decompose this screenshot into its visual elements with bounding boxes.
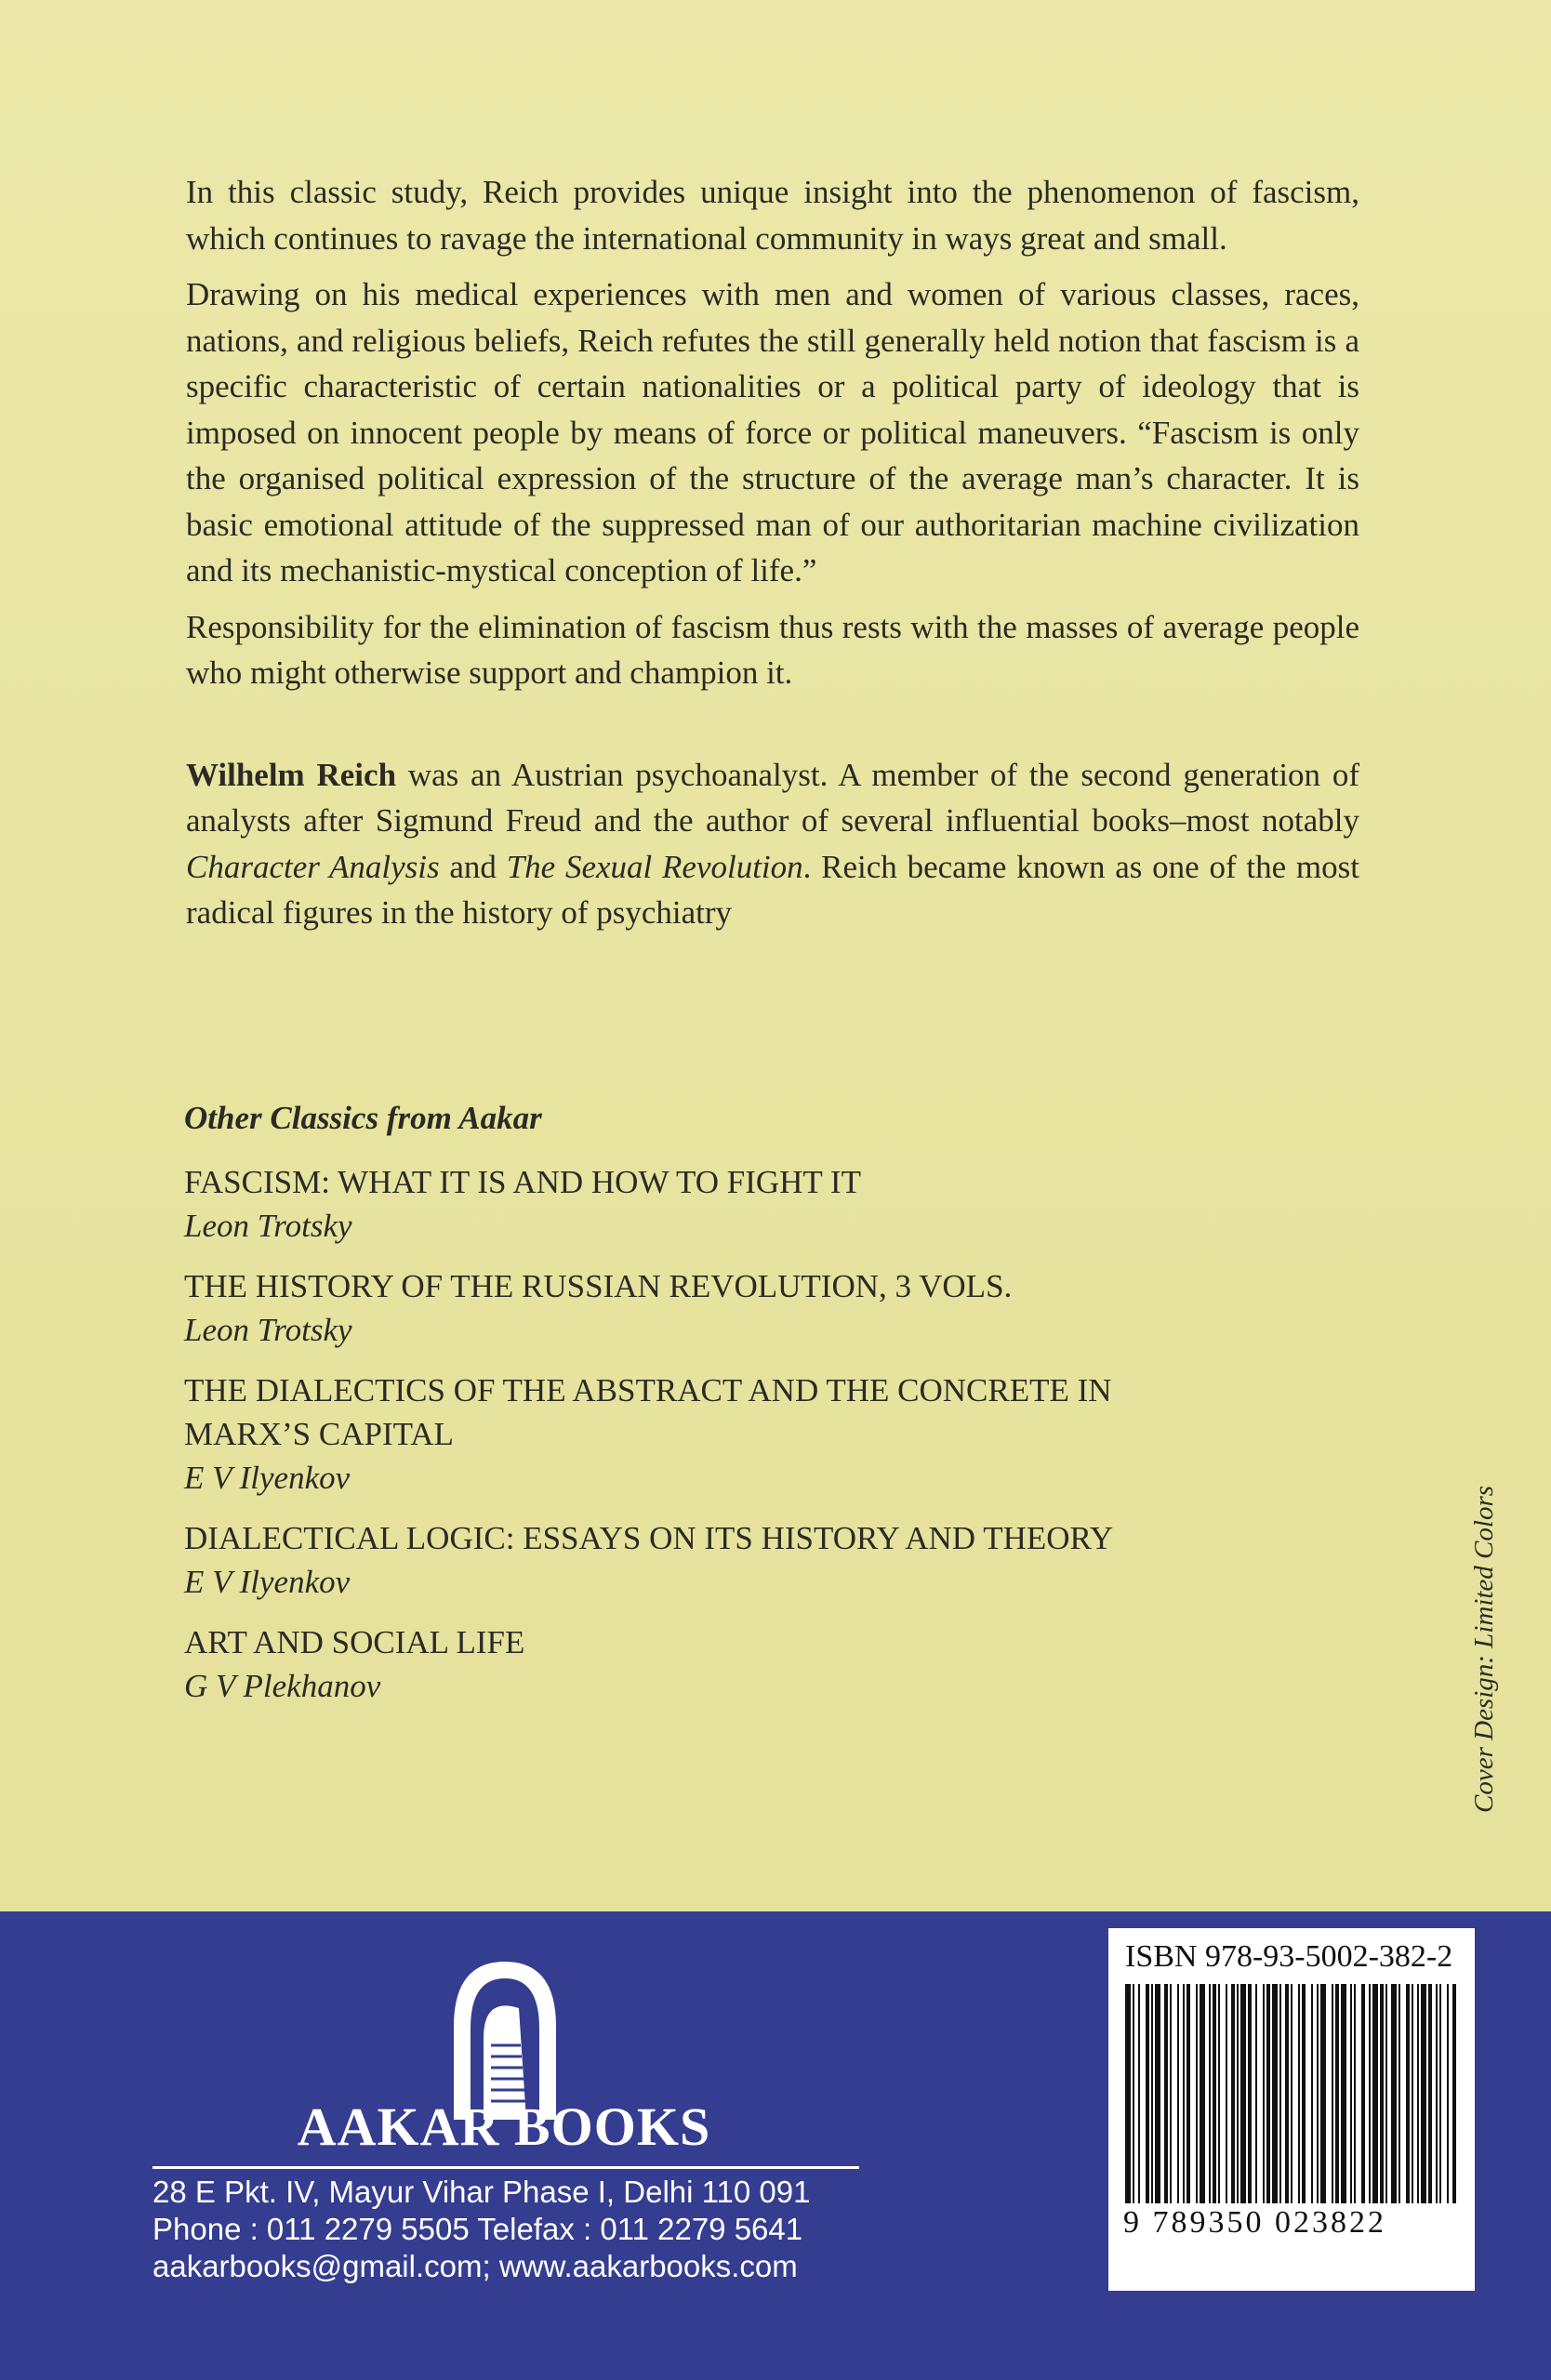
barcode-bar bbox=[1266, 1984, 1270, 2203]
barcode-bar bbox=[1125, 1984, 1131, 2203]
barcode-bar bbox=[1285, 1984, 1289, 2203]
barcode-bar bbox=[1399, 1984, 1400, 2203]
barcode-bar bbox=[1421, 1984, 1426, 2203]
classic-author: Leon Trotsky bbox=[184, 1208, 352, 1244]
barcode-bar bbox=[1240, 1984, 1246, 2203]
barcode-bar bbox=[1248, 1984, 1252, 2203]
blurb-section bbox=[186, 169, 1359, 946]
barcode-bar bbox=[1341, 1984, 1346, 2203]
barcode-bar bbox=[1332, 1984, 1333, 2203]
barcode-bar bbox=[1218, 1984, 1220, 2203]
classic-author: Leon Trotsky bbox=[184, 1312, 352, 1348]
classic-title: THE HISTORY OF THE RUSSIAN REVOLUTION, 3 VOLS. bbox=[184, 1268, 1013, 1304]
barcode-bar bbox=[1452, 1984, 1456, 2203]
classic-author: G V Plekhanov bbox=[184, 1668, 381, 1704]
barcode-bar bbox=[1372, 1984, 1378, 2203]
barcode-bar bbox=[1439, 1984, 1441, 2203]
barcode-bar bbox=[1186, 1984, 1190, 2203]
barcode-bar bbox=[1385, 1984, 1387, 2203]
barcode-bar bbox=[1335, 1984, 1339, 2203]
bio-text-1: was an Austrian psychoanalyst. A member of the second generation of analysts after Sigmund Freud and the author of several influential books–most notably bbox=[186, 756, 1359, 839]
barcode-bar bbox=[1412, 1984, 1413, 2203]
publisher-phone: Phone : 011 2279 5505 Telefax : 011 2279 5641 bbox=[152, 2212, 803, 2246]
barcode-bar bbox=[1237, 1984, 1239, 2203]
book-title-character-analysis: Character Analysis bbox=[186, 848, 440, 885]
barcode-bar bbox=[1213, 1984, 1216, 2203]
barcode-bar bbox=[1380, 1984, 1384, 2203]
classic-item bbox=[184, 1368, 1337, 1500]
barcode-bar bbox=[1302, 1984, 1306, 2203]
bio-text-2: . Reich became known as one of the most radical figures in the history of psychiatry bbox=[186, 848, 1359, 931]
publisher-name: AAKAR BOOKS bbox=[297, 2096, 711, 2157]
barcode-bar bbox=[1138, 1984, 1140, 2203]
barcode-bar bbox=[1320, 1984, 1326, 2203]
barcode-bar bbox=[1406, 1984, 1410, 2203]
barcode-bar bbox=[1361, 1984, 1365, 2203]
classic-item bbox=[184, 1160, 1337, 1248]
publisher-contact bbox=[152, 2174, 896, 2285]
classics-heading: Other Classics from Aakar bbox=[184, 1100, 542, 1136]
barcode-bar bbox=[1164, 1984, 1168, 2203]
barcode-panel bbox=[1108, 1928, 1475, 2291]
barcode-bar bbox=[1209, 1984, 1211, 2203]
cover-design-credit: Cover Design: Limited Colors bbox=[1469, 1485, 1499, 1813]
classic-title: FASCISM: WHAT IT IS AND HOW TO FIGHT IT bbox=[184, 1164, 861, 1200]
barcode-bar bbox=[1170, 1984, 1172, 2203]
blurb-paragraph-1: In this classic study, Reich provides unique insight into the phenomenon of fascism, which continues to ravage the international community in ways great and small. bbox=[186, 174, 1359, 257]
classic-item bbox=[184, 1620, 1337, 1708]
barcode-bar bbox=[1263, 1984, 1265, 2203]
barcode-bar bbox=[1311, 1984, 1313, 2203]
barcode-bar bbox=[1177, 1984, 1179, 2203]
classic-author: E V Ilyenkov bbox=[184, 1564, 351, 1600]
publisher-address: 28 E Pkt. IV, Mayur Vihar Phase I, Delhi 110 091 bbox=[152, 2175, 811, 2209]
book-title-sexual-revolution: The Sexual Revolution bbox=[506, 848, 803, 885]
classic-title: THE DIALECTICS OF THE ABSTRACT AND THE CONCRETE IN MARX’S CAPITAL bbox=[184, 1372, 1112, 1452]
classic-item bbox=[184, 1264, 1337, 1352]
isbn-label: ISBN 978-93-5002-382-2 bbox=[1125, 1939, 1453, 1974]
author-bio bbox=[186, 752, 1359, 936]
bio-and: and bbox=[439, 848, 507, 885]
barcode-bar bbox=[1417, 1984, 1419, 2203]
barcode-bar bbox=[1279, 1984, 1281, 2203]
classic-title: ART AND SOCIAL LIFE bbox=[184, 1624, 525, 1660]
barcode-bar bbox=[1133, 1984, 1134, 2203]
barcode-bar bbox=[1272, 1984, 1278, 2203]
blurb-paragraph-3: Responsibility for the elimination of fascism thus rests with the masses of average people who might otherwise support and champion it. bbox=[186, 608, 1359, 691]
barcode-bar bbox=[1391, 1984, 1397, 2203]
classic-item bbox=[184, 1516, 1337, 1604]
blurb-paragraph-2: Drawing on his medical experiences with men and women of various classes, races, nations, and religious beliefs, Reich refutes the still generally held notion that fascism is a specific characteristic of certain nationalities or a political party of ideology that is imposed on innocent people by means of force or political maneuvers. “Fascism is only the organised political expression of the structure of the average man’s character. It is basic emotional attitude of the suppressed man of our authoritarian machine civilization and its mechanistic-mystical conception of life.” bbox=[186, 276, 1359, 588]
barcode-bar bbox=[1298, 1984, 1300, 2203]
barcode-bar bbox=[1155, 1984, 1160, 2203]
classic-title: DIALECTICAL LOGIC: ESSAYS ON ITS HISTORY AND THEORY bbox=[184, 1520, 1114, 1556]
barcode-bar bbox=[1183, 1984, 1185, 2203]
barcode-bar bbox=[1354, 1984, 1356, 2203]
barcode-digits: 9 789350 023822 bbox=[1123, 2205, 1386, 2240]
barcode-bar bbox=[1369, 1984, 1371, 2203]
publisher-web: aakarbooks@gmail.com; www.aakarbooks.com bbox=[152, 2249, 798, 2283]
barcode-bar bbox=[1200, 1984, 1205, 2203]
classic-author: E V Ilyenkov bbox=[184, 1460, 351, 1496]
barcode-bar bbox=[1196, 1984, 1198, 2203]
barcode-bar bbox=[1317, 1984, 1319, 2203]
barcode-bar bbox=[1428, 1984, 1432, 2203]
barcode-bar bbox=[1146, 1984, 1149, 2203]
barcode-bar bbox=[1436, 1984, 1438, 2203]
barcode-bar bbox=[1291, 1984, 1292, 2203]
barcode-bar bbox=[1350, 1984, 1352, 2203]
barcode-bar bbox=[1231, 1984, 1235, 2203]
barcode-bar bbox=[1226, 1984, 1227, 2203]
author-name: Wilhelm Reich bbox=[186, 756, 397, 793]
barcode-bar bbox=[1447, 1984, 1449, 2203]
barcode-bar bbox=[1151, 1984, 1153, 2203]
barcode bbox=[1123, 1984, 1460, 2203]
publisher-rule bbox=[152, 2166, 859, 2169]
other-classics-list bbox=[184, 1097, 1337, 1725]
barcode-bar bbox=[1255, 1984, 1257, 2203]
